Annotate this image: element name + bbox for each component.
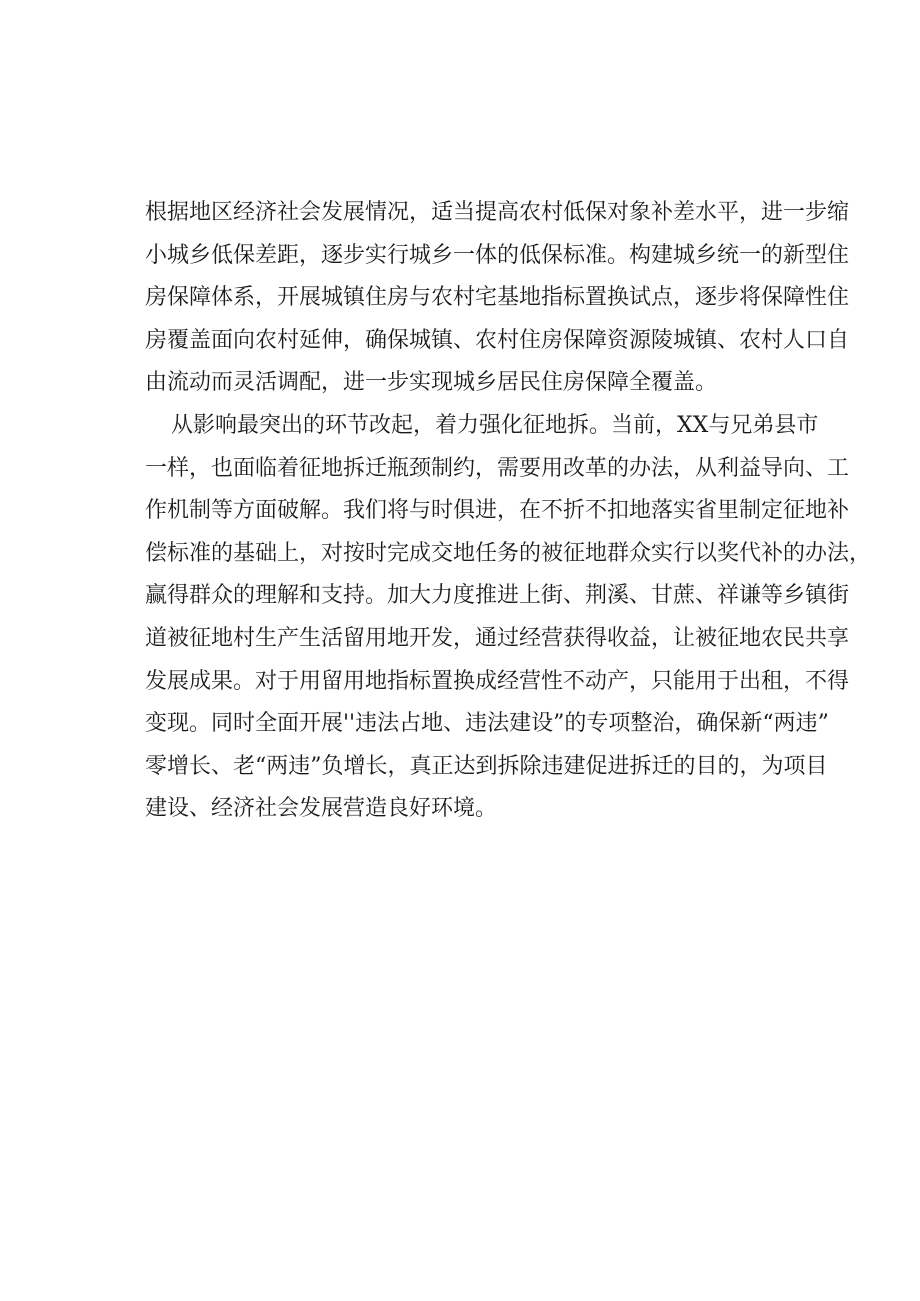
paragraph-line: 根据地区经济社会发展情况，适当提高农村低保对象补差水平，进一步缩 (145, 200, 850, 225)
paragraph-line: 建设、经济社会发展营造良好环境。 (145, 796, 498, 822)
paragraph-line: 房覆盖面向农村延伸，确保城镇、农村住房保障资源陵城镇、农村人口自 (145, 327, 850, 353)
paragraph-line: 由流动而灵活调配，进一步实现城乡居民住房保障全覆盖。 (145, 370, 718, 396)
paragraph-line: 偿标准的基础上，对按时完成交地任务的被征地群众实行以奖代补的办法， (145, 540, 872, 566)
document-body (145, 192, 872, 831)
paragraph-2 (145, 405, 872, 831)
paragraph-line: 房保障体系，开展城镇住房与农村宅基地指标置换试点，逐步将保障性住 (145, 285, 850, 311)
paragraph-line: 小城乡低保差距，逐步实行城乡一体的低保标准。构建城乡统一的新型住 (145, 242, 850, 268)
paragraph-line: 从影响最突出的环节改起，着力强化征地拆。当前，XX与兄弟县市 (171, 412, 819, 438)
paragraph-line: 零增长、老“两违”负增长，真正达到拆除违建促进拆迁的目的，为项目 (145, 753, 828, 779)
paragraph-1 (145, 192, 850, 405)
paragraph-line: 道被征地村生产生活留用地开发，通过经营获得收益，让被征地农民共享 (145, 625, 850, 651)
paragraph-line: 一样，也面临着征地拆迁瓶颈制约，需要用改革的办法，从利益导向、工 (145, 455, 850, 481)
paragraph-line: 赢得群众的理解和支持。加大力度推进上街、荆溪、甘蔗、祥谦等乡镇街 (145, 583, 850, 609)
paragraph-line: 发展成果。对于用留用地指标置换成经营性不动产，只能用于出租，不得 (145, 668, 850, 694)
paragraph-line: 变现。同时全面开展''违法占地、违法建设”的专项整治，确保新“两违” (145, 711, 829, 737)
paragraph-line: 作机制等方面破解。我们将与时俱进，在不折不扣地落实省里制定征地补 (145, 498, 850, 524)
